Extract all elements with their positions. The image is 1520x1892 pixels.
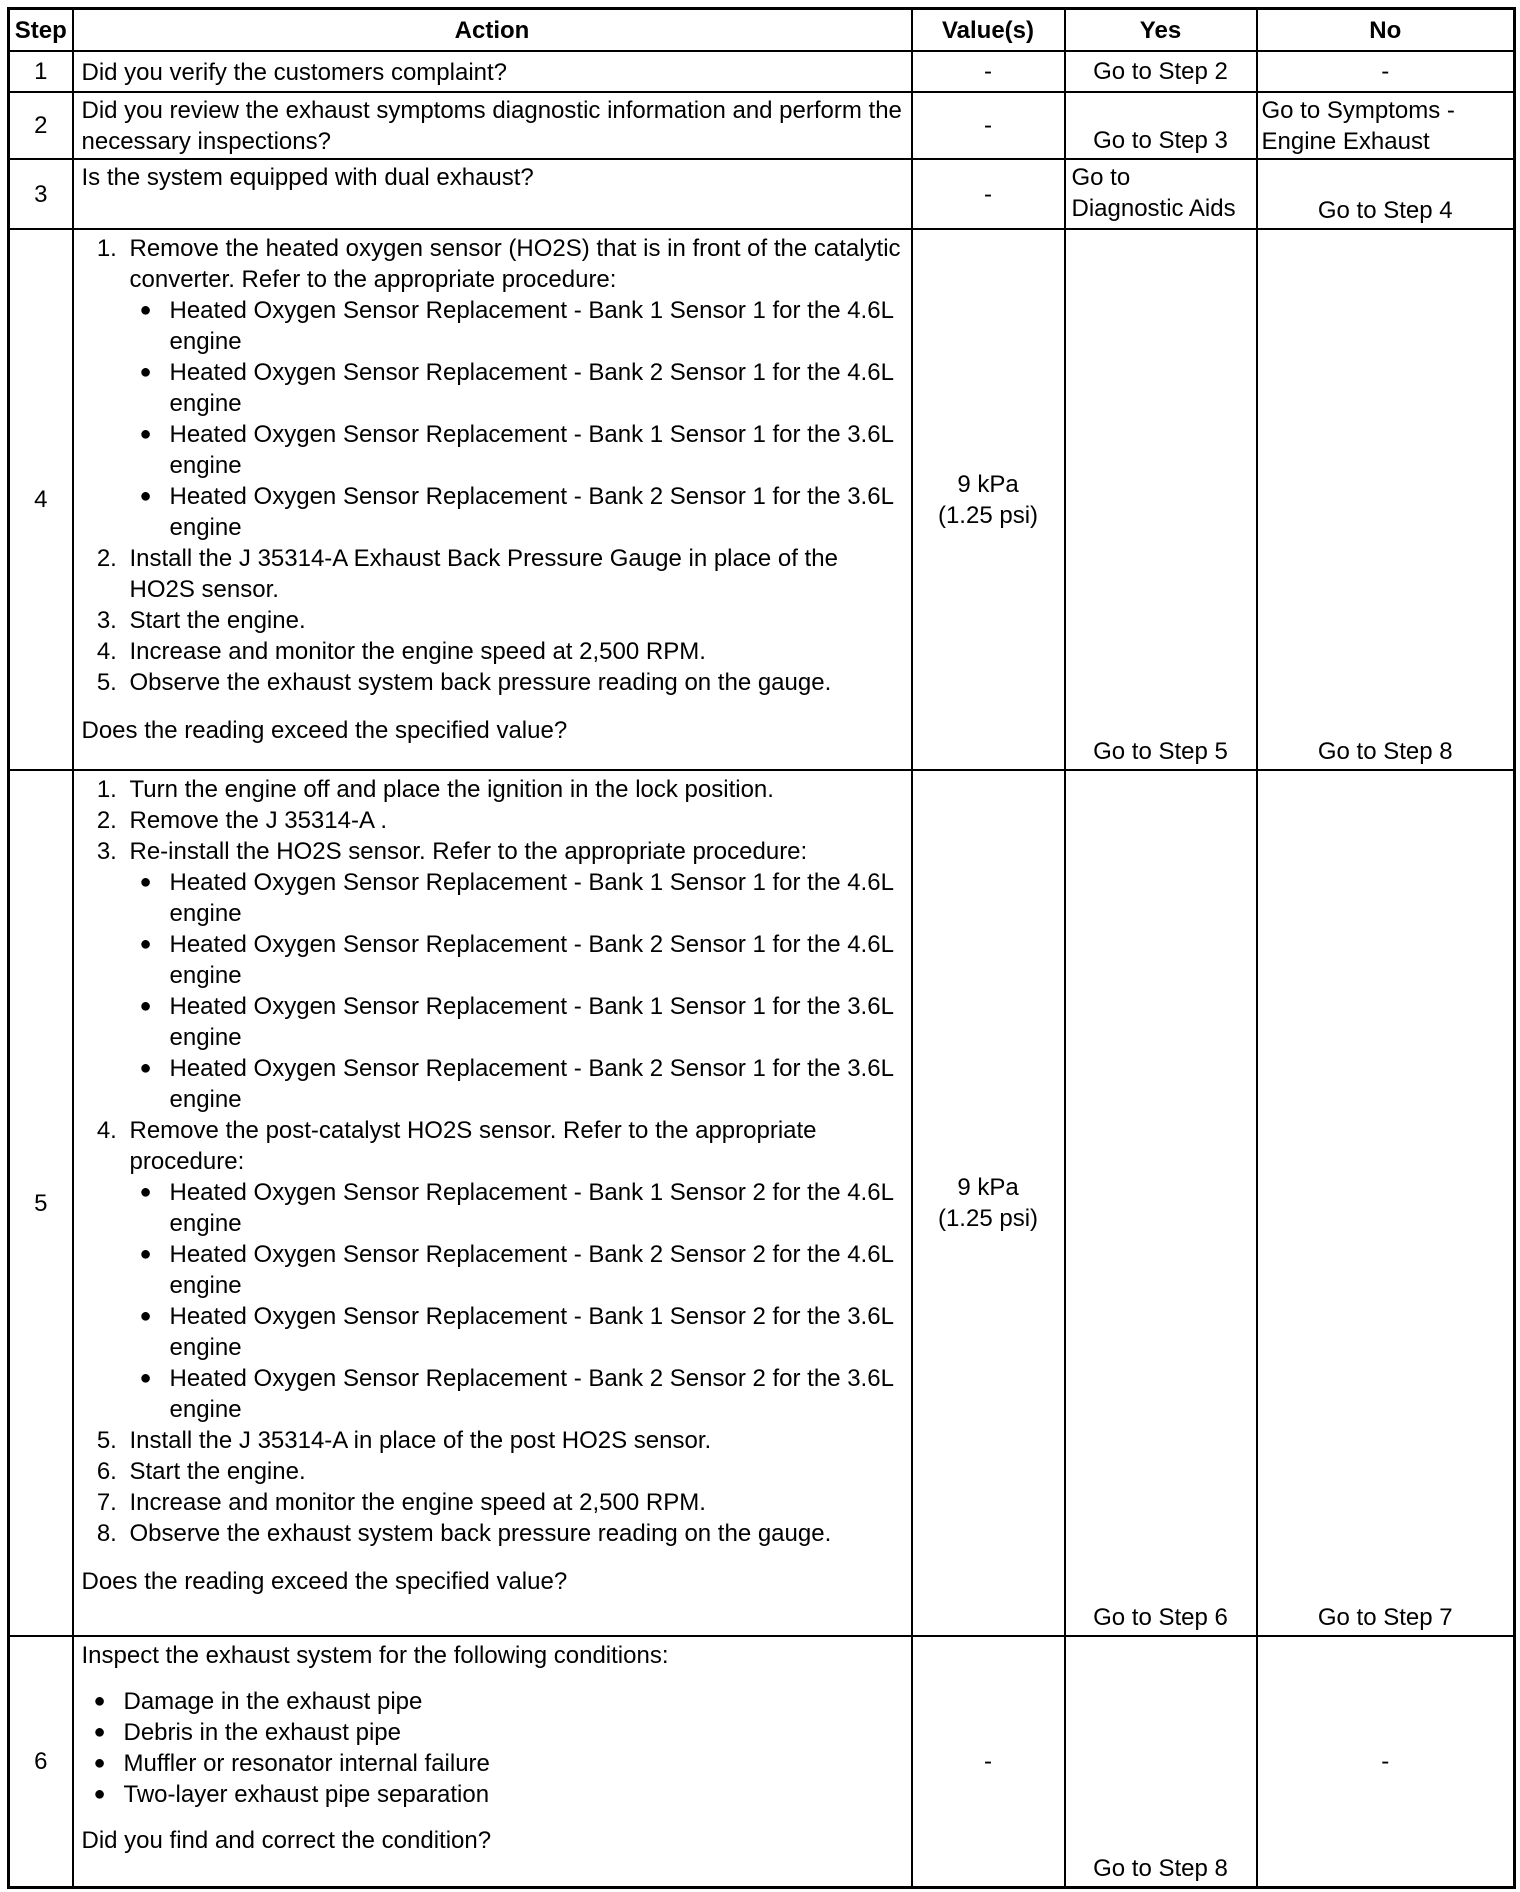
yes-cell: Go to Step 6 (1065, 770, 1257, 1636)
header-no: No (1257, 9, 1515, 52)
table-row (9, 51, 1515, 92)
bullet-item: ● Two-layer exhaust pipe separation (124, 1779, 903, 1810)
bullet-item: ● Heated Oxygen Sensor Replacement - Bank 2 Sensor 1 for the 3.6L engine (170, 1053, 903, 1115)
step-number: 1 (9, 51, 73, 92)
value-psi: (1.25 psi) (937, 1205, 1039, 1232)
table-row (9, 770, 1515, 1636)
bullet-item: ● Heated Oxygen Sensor Replacement - Bank 2 Sensor 2 for the 4.6L engine (170, 1239, 903, 1301)
procedure-step: 6. Start the engine. (124, 1456, 903, 1487)
step-number: 2 (9, 92, 73, 159)
yes-cell: Go to Step 2 (1065, 51, 1257, 92)
table-row (9, 1636, 1515, 1887)
bullet-item: ● Muffler or resonator internal failure (124, 1748, 903, 1779)
value-cell (912, 229, 1065, 770)
action-cell (73, 1636, 912, 1887)
procedure-step: 3. Start the engine. (124, 605, 903, 636)
diagnostic-table (7, 7, 1516, 1889)
header-values: Value(s) (912, 9, 1065, 52)
bullet-item: ● Heated Oxygen Sensor Replacement - Bank 2 Sensor 1 for the 3.6L engine (170, 481, 903, 543)
action-text: Did you verify the customers complaint? (73, 51, 912, 92)
header-step: Step (9, 9, 73, 52)
value-cell: - (912, 51, 1065, 92)
value-kpa: 9 kPa (957, 470, 1019, 498)
no-cell: - (1257, 51, 1515, 92)
no-cell: Go to Step 4 (1257, 159, 1515, 229)
header-action: Action (73, 9, 912, 52)
procedure-step: 1. Turn the engine off and place the ignition in the lock position. (124, 774, 903, 805)
bullet-item: ● Heated Oxygen Sensor Replacement - Bank 1 Sensor 1 for the 4.6L engine (170, 867, 903, 929)
value-cell: - (912, 159, 1065, 229)
procedure-step (124, 1115, 903, 1425)
bullet-item: ● Heated Oxygen Sensor Replacement - Bank 1 Sensor 1 for the 4.6L engine (170, 295, 903, 357)
table-row (9, 229, 1515, 770)
value-cell: - (912, 92, 1065, 159)
action-question: Did you find and correct the condition? (81, 1827, 492, 1854)
bullet-item: ● Debris in the exhaust pipe (124, 1717, 903, 1748)
procedure-list (82, 233, 903, 698)
no-cell: Go to Symptoms - Engine Exhaust (1257, 92, 1515, 159)
action-cell (73, 229, 912, 770)
procedure-step-text: Remove the post-catalyst HO2S sensor. Refer to the appropriate procedure: (129, 1117, 817, 1175)
procedure-step: 5. Install the J 35314-A in place of the post HO2S sensor. (124, 1425, 903, 1456)
bullet-item: ● Heated Oxygen Sensor Replacement - Bank 2 Sensor 2 for the 3.6L engine (170, 1363, 903, 1425)
value-cell (912, 770, 1065, 1636)
bullet-item: ● Heated Oxygen Sensor Replacement - Bank 1 Sensor 1 for the 3.6L engine (170, 419, 903, 481)
bullet-list (82, 1686, 903, 1810)
bullet-item: ● Heated Oxygen Sensor Replacement - Bank 2 Sensor 1 for the 4.6L engine (170, 929, 903, 991)
procedure-step: 7. Increase and monitor the engine speed at 2,500 RPM. (124, 1487, 903, 1518)
procedure-step-text: Re-install the HO2S sensor. Refer to the appropriate procedure: (129, 838, 808, 865)
bullet-item: ● Damage in the exhaust pipe (124, 1686, 903, 1717)
procedure-step: 4. Increase and monitor the engine speed at 2,500 RPM. (124, 636, 903, 667)
yes-cell: Go to Step 3 (1065, 92, 1257, 159)
bullet-item: ● Heated Oxygen Sensor Replacement - Bank 1 Sensor 2 for the 3.6L engine (170, 1301, 903, 1363)
procedure-step: 8. Observe the exhaust system back pressure reading on the gauge. (124, 1518, 903, 1549)
bullet-list (130, 295, 903, 543)
bullet-list (130, 1177, 903, 1425)
yes-cell: Go to Diagnostic Aids (1065, 159, 1257, 229)
diagnostic-table-document (7, 7, 1513, 1885)
value-cell: - (912, 1636, 1065, 1887)
procedure-step (124, 233, 903, 543)
no-cell: Go to Step 7 (1257, 770, 1515, 1636)
value-psi: (1.25 psi) (937, 501, 1039, 529)
header-yes: Yes (1065, 9, 1257, 52)
bullet-item: ● Heated Oxygen Sensor Replacement - Bank 1 Sensor 1 for the 3.6L engine (170, 991, 903, 1053)
bullet-item: ● Heated Oxygen Sensor Replacement - Bank 2 Sensor 1 for the 4.6L engine (170, 357, 903, 419)
step-number: 5 (9, 770, 73, 1636)
yes-cell: Go to Step 5 (1065, 229, 1257, 770)
action-text: Did you review the exhaust symptoms diagnostic information and perform the necessary inspections? (73, 92, 912, 159)
table-row (9, 159, 1515, 229)
no-cell: Go to Step 8 (1257, 229, 1515, 770)
header-row (9, 9, 1515, 52)
value-kpa: 9 kPa (957, 1174, 1019, 1201)
table-row (9, 92, 1515, 159)
step-number: 6 (9, 1636, 73, 1887)
no-cell: - (1257, 1636, 1515, 1887)
action-text: Is the system equipped with dual exhaust? (73, 159, 912, 229)
action-question: Does the reading exceed the specified value? (81, 1568, 568, 1595)
procedure-step: 2. Remove the J 35314-A . (124, 805, 903, 836)
action-question: Does the reading exceed the specified value? (81, 717, 568, 744)
procedure-list (82, 774, 903, 1549)
procedure-step: 5. Observe the exhaust system back pressure reading on the gauge. (124, 667, 903, 698)
procedure-step-text: Remove the heated oxygen sensor (HO2S) that is in front of the catalytic converter. Refer to the appropriate procedure: (129, 235, 901, 293)
action-cell (73, 770, 912, 1636)
step-number: 3 (9, 159, 73, 229)
step-number: 4 (9, 229, 73, 770)
yes-cell: Go to Step 8 (1065, 1636, 1257, 1887)
bullet-list (130, 867, 903, 1115)
action-intro: Inspect the exhaust system for the following conditions: (81, 1642, 669, 1669)
bullet-item: ● Heated Oxygen Sensor Replacement - Bank 1 Sensor 2 for the 4.6L engine (170, 1177, 903, 1239)
procedure-step: 2. Install the J 35314-A Exhaust Back Pressure Gauge in place of the HO2S sensor. (124, 543, 903, 605)
procedure-step (124, 836, 903, 1115)
